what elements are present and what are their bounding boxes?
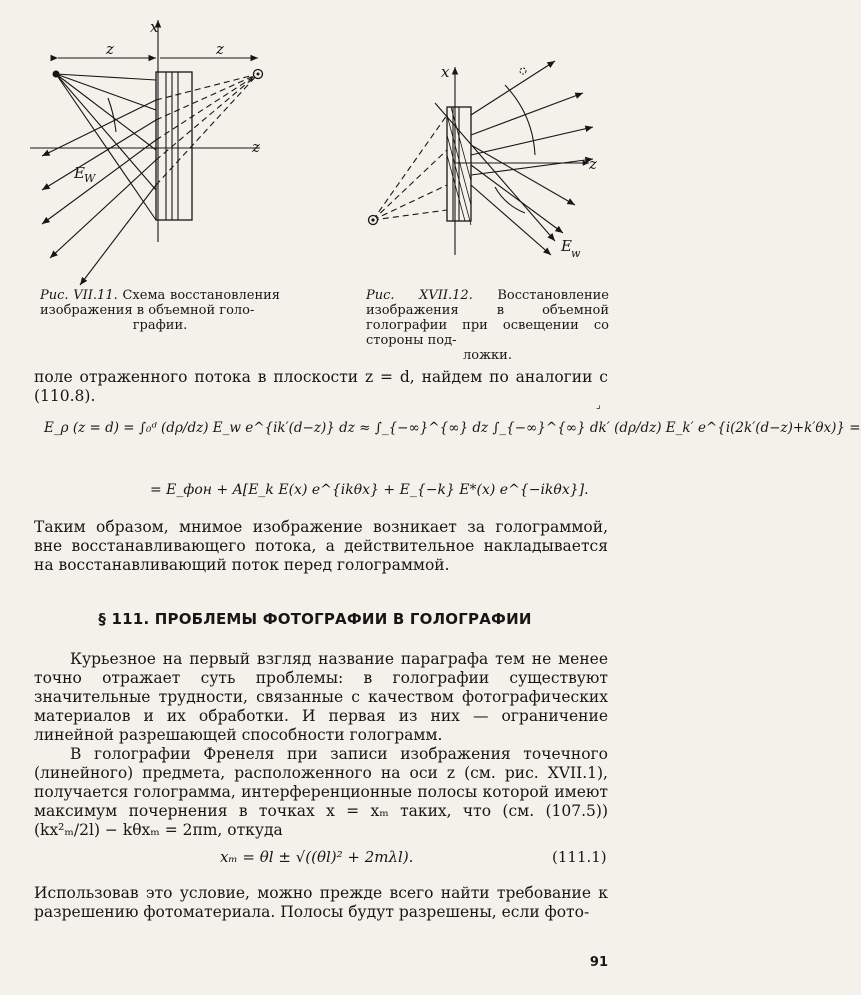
figure-left-caption — [40, 288, 280, 333]
caption-last-right: ложки. — [463, 348, 512, 363]
label-beam-right: E — [561, 237, 572, 255]
label-z-axis: z — [252, 138, 260, 156]
equation-1-line-1: E_ρ (z = d) = ∫₀ᵈ (dρ/dz) E_w e^{ik′(d−z)} dz ≈ ∫_{−∞}^{∞} dz ∫_{−∞}^{∞} dk′ (dρ/dz) E_k′ e^{i(2k′(d−z)+k′θx)} = — [44, 420, 861, 436]
page-number: 91 — [589, 955, 608, 970]
label-x-right: x — [441, 63, 450, 81]
label-dist-right: z — [216, 40, 224, 58]
label-dist-left: z — [106, 40, 114, 58]
caption-text-right: Восстановление изображения в объемной голографии при освещении со стороны под- — [366, 288, 609, 348]
paragraph-3: В голографии Френеля при записи изображения точечного (линейного) предмета, расположенного на оси z (см. рис. XVII.1), получается голограмма, интерференционные полосы которой имеют максимум почернения в точках x = xₘ таких, что (см. (107.5)) (kx²ₘ/2l) − kθxₘ = 2πm, откуда — [34, 745, 608, 839]
source-point — [53, 71, 60, 78]
label-x: x — [150, 18, 159, 36]
figure-right-caption — [366, 288, 609, 363]
caption-label-right: Рис. XVII.12. — [366, 288, 473, 303]
label-beam: E — [74, 164, 85, 182]
equation-1-line-2: = E_фон + A[E_k E(x) e^{ikθx} + E_{−k} E*(x) e^{−ikθx}]. — [150, 482, 589, 498]
caption-text: Схема восстановления изображения в объемной голо- — [40, 288, 280, 318]
hologram-plate — [156, 72, 192, 220]
intro-text: поле отраженного потока в плоскости z = d, найдем по аналогии с (110.8). — [34, 368, 608, 405]
label-z-axis-right: z — [589, 155, 597, 173]
figure-right-diagram — [355, 55, 615, 285]
label-beam-sub-right: w — [571, 247, 581, 260]
paragraph-4: Использовав это условие, можно прежде всего найти требование к разрешению фотоматериала. Полосы будут разрешены, если фото- — [34, 884, 608, 921]
margin-mark: ⌟ — [596, 400, 601, 411]
caption-last: графии. — [132, 318, 188, 333]
equation-2: xₘ = θl ± √((θl)² + 2mλl). — [220, 848, 414, 866]
caption-label: Рис. VII.11. — [40, 288, 118, 303]
paragraph-2: Курьезное на первый взгляд название параграфа тем не менее точно отражает суть проблемы: в голографии существуют значительные трудности, связанные с качеством фотографических материалов и их обработки. И первая из них — ограничение линейной разрешающей способности голограмм. — [34, 650, 608, 744]
figure-left-diagram — [20, 10, 290, 290]
section-heading: § 111. ПРОБЛЕМЫ ФОТОГРАФИИ В ГОЛОГРАФИИ — [98, 610, 532, 628]
paragraph-1: Таким образом, мнимое изображение возникает за голограммой, вне восстанавливающего потока, а действительное накладывается на восстанавливающий поток перед голограммой. — [34, 518, 608, 574]
equation-2-number: (111.1) — [552, 848, 607, 866]
label-beam-sub: W — [84, 172, 96, 185]
